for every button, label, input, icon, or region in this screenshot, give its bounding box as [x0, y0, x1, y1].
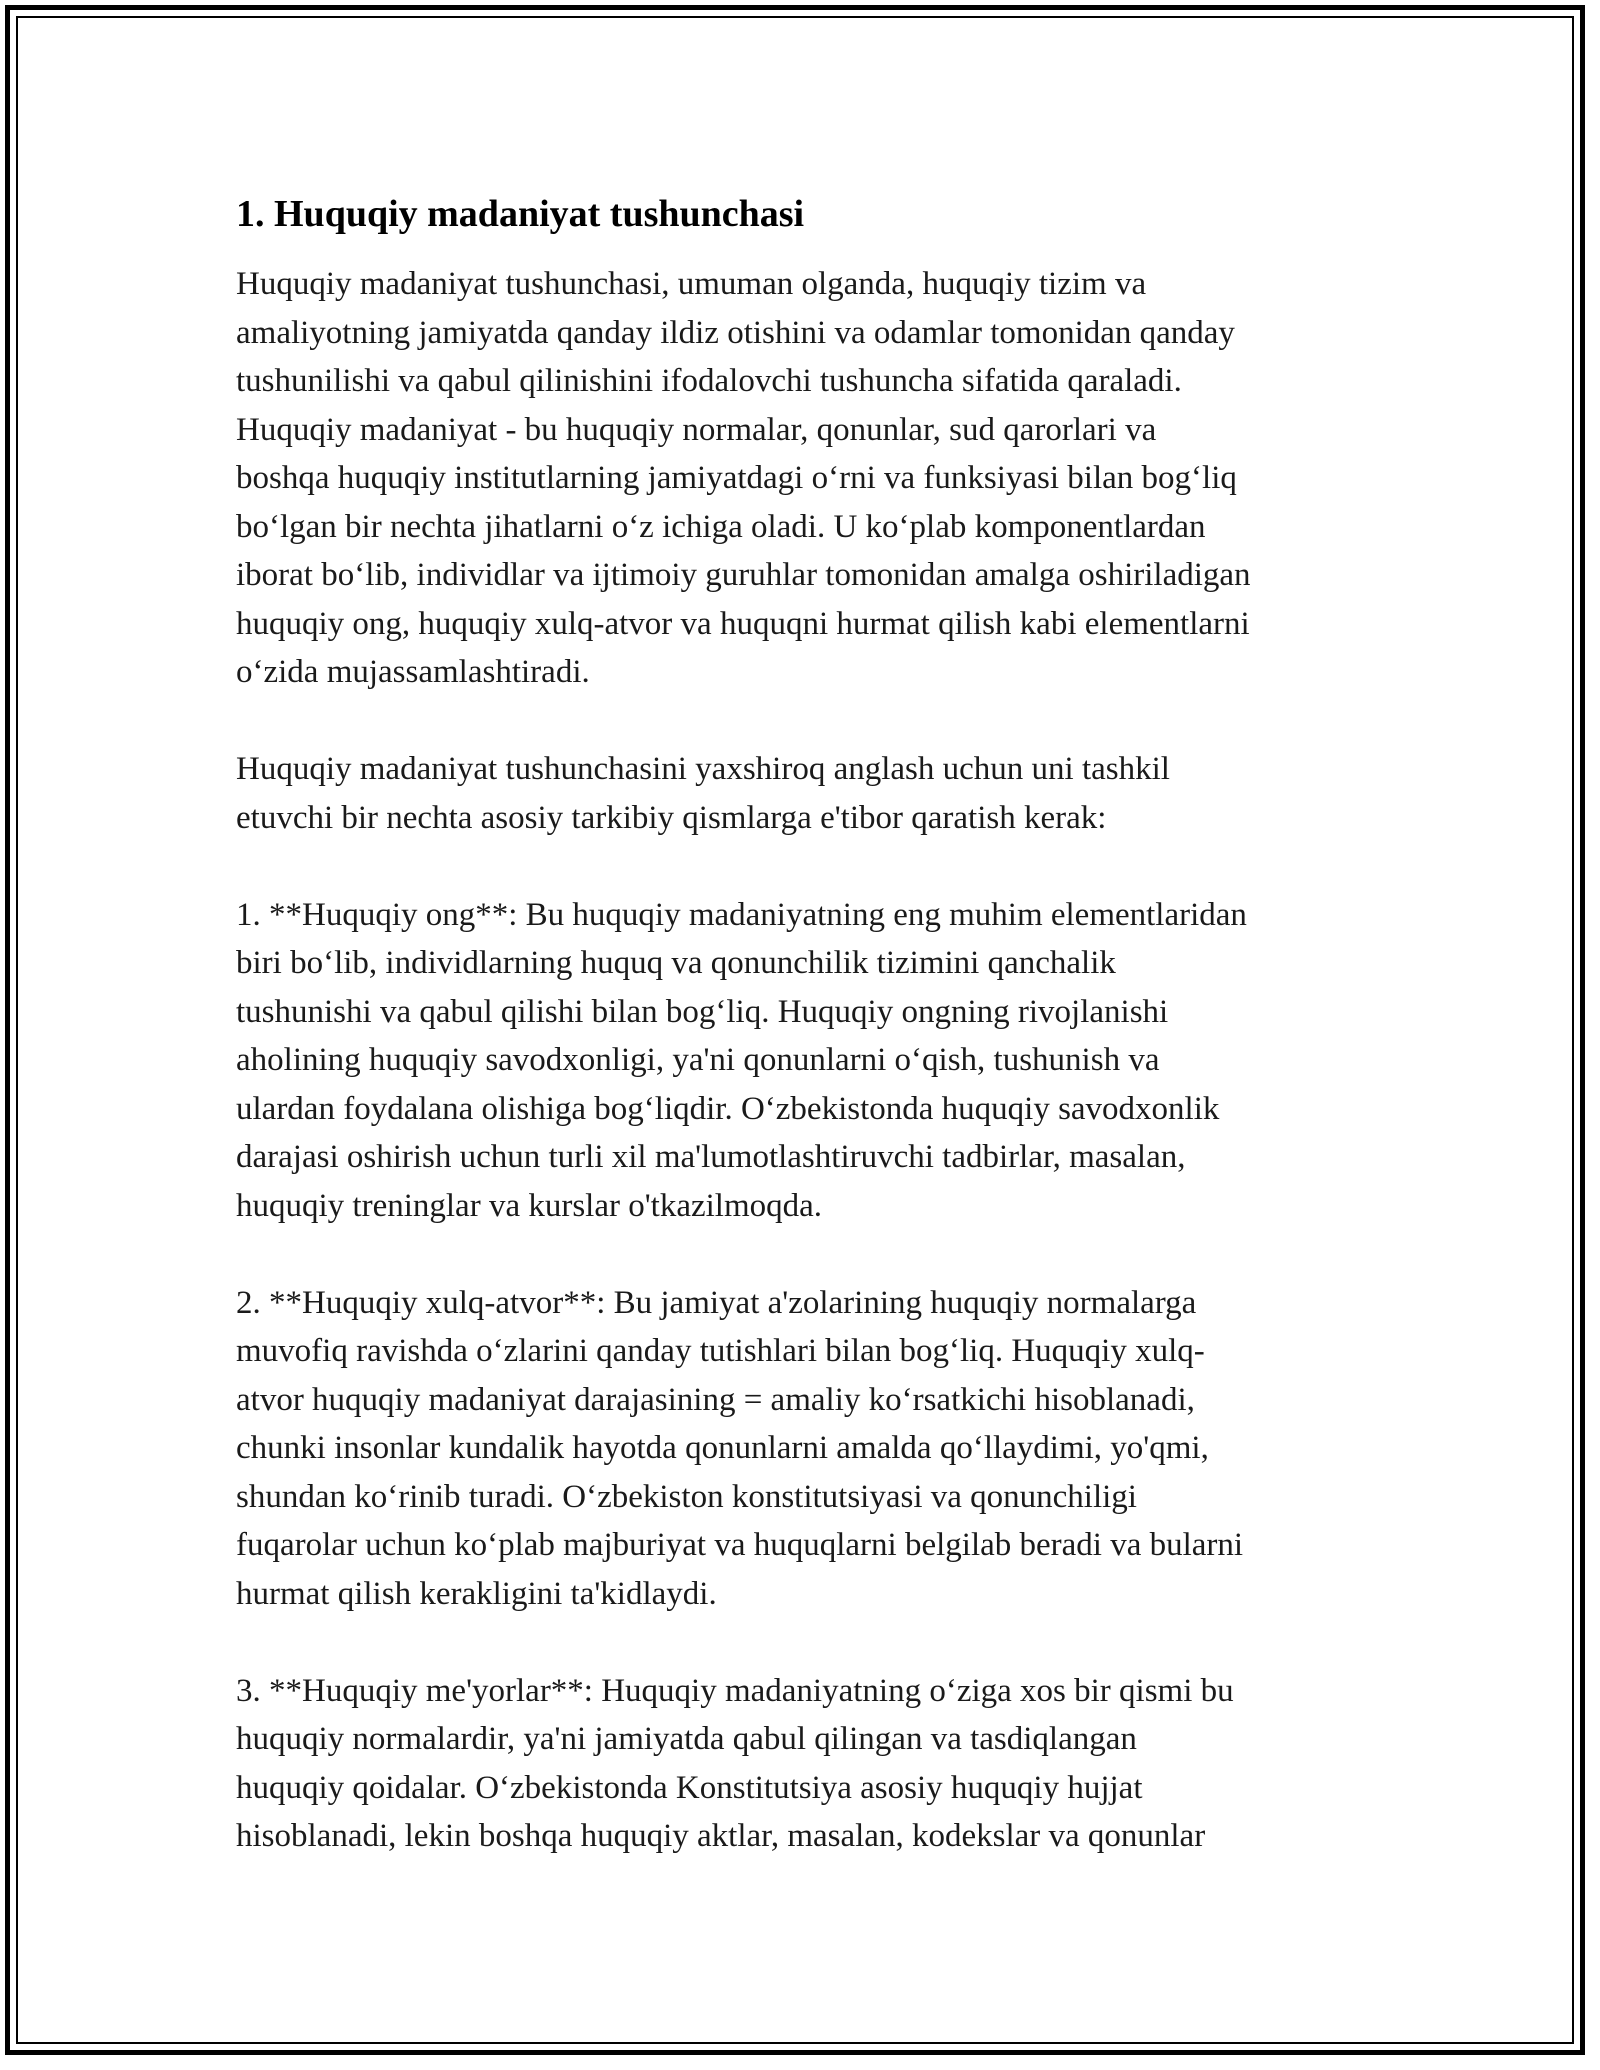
text-line: aholining huquqiy savodxonligi, ya'ni qonunlarni oʻqish, tushunish va — [236, 1042, 1160, 1078]
text-line: biri boʻlib, individlarning huquq va qonunchilik tizimini qanchalik — [236, 945, 1116, 981]
text-line: tushunilishi va qabul qilinishini ifodalovchi tushuncha sifatida qaraladi. — [236, 363, 1182, 399]
document-body — [236, 190, 1386, 1909]
paragraph-intro — [236, 260, 1386, 697]
text-line: huquqiy treninglar va kurslar o'tkazilmoqda. — [236, 1187, 823, 1224]
text-line: Huquqiy madaniyat tushunchasi, umuman olganda, huquqiy tizim va — [236, 266, 1147, 302]
paragraph-item-1 — [236, 891, 1386, 1231]
text-line: huquqiy normalardir, ya'ni jamiyatda qabul qilingan va tasdiqlangan — [236, 1721, 1137, 1757]
text-line: Huquqiy madaniyat - bu huquqiy normalar, qonunlar, sud qarorlari va — [236, 411, 1157, 448]
text-line: chunki insonlar kundalik hayotda qonunlarni amalda qoʻllaydimi, yo'qmi, — [236, 1430, 1209, 1466]
text-line: 2. **Huquqiy xulq-atvor**: Bu jamiyat a'zolarining huquqiy normalarga — [236, 1284, 1197, 1321]
text-line: fuqarolar uchun koʻplab majburiyat va huquqlarni belgilab beradi va bularni — [236, 1527, 1244, 1563]
text-line: hurmat qilish kerakligini ta'kidlaydi. — [236, 1575, 717, 1612]
text-line: shundan koʻrinib turadi. Oʻzbekiston konstitutsiyasi va qonunchiligi — [236, 1478, 1137, 1515]
text-line: hisoblanadi, lekin boshqa huquqiy aktlar, masalan, kodekslar va qonunlar — [236, 1818, 1206, 1854]
paragraph-components-intro — [236, 745, 1386, 842]
text-line: atvor huquqiy madaniyat darajasining = amaliy koʻrsatkichi hisoblanadi, — [236, 1381, 1195, 1418]
text-line: etuvchi bir nechta asosiy tarkibiy qismlarga e'tibor qaratish kerak: — [236, 799, 1107, 836]
text-line: muvofiq ravishda oʻzlarini qanday tutishlari bilan bogʻliq. Huquqiy xulq- — [236, 1333, 1205, 1369]
text-line: huquqiy qoidalar. Oʻzbekistonda Konstitutsiya asosiy huquqiy hujjat — [236, 1769, 1143, 1806]
section-heading: 1. Huquqiy madaniyat tushunchasi — [236, 193, 805, 235]
paragraph-item-2 — [236, 1279, 1386, 1619]
text-line: Huquqiy madaniyat tushunchasini yaxshiroq anglash uchun uni tashkil — [236, 751, 1170, 787]
text-line: huquqiy ong, huquqiy xulq-atvor va huquqni hurmat qilish kabi elementlarni — [236, 605, 1250, 642]
paragraph-item-3 — [236, 1667, 1386, 1861]
text-line: oʻzida mujassamlashtiradi. — [236, 654, 590, 690]
text-line: tushunishi va qabul qilishi bilan bogʻliq. Huquqiy ongning rivojlanishi — [236, 993, 1169, 1030]
text-line: amaliyotning jamiyatda qanday ildiz otishini va odamlar tomonidan qanday — [236, 314, 1235, 351]
text-line: 1. **Huquqiy ong**: Bu huquqiy madaniyatning eng muhim elementlaridan — [236, 896, 1247, 933]
text-line: iborat boʻlib, individlar va ijtimoiy guruhlar tomonidan amalga oshiriladigan — [236, 557, 1251, 593]
text-line: ulardan foydalana olishiga bogʻliqdir. Oʻzbekistonda huquqiy savodxonlik — [236, 1090, 1220, 1127]
text-line: boshqa huquqiy institutlarning jamiyatdagi oʻrni va funksiyasi bilan bogʻliq — [236, 460, 1237, 496]
text-line: 3. **Huquqiy me'yorlar**: Huquqiy madaniyatning oʻziga xos bir qismi bu — [236, 1672, 1234, 1709]
text-line: darajasi oshirish uchun turli xil ma'lumotlashtiruvchi tadbirlar, masalan, — [236, 1139, 1186, 1175]
text-line: boʻlgan bir nechta jihatlarni oʻz ichiga oladi. U koʻplab komponentlardan — [236, 508, 1206, 545]
